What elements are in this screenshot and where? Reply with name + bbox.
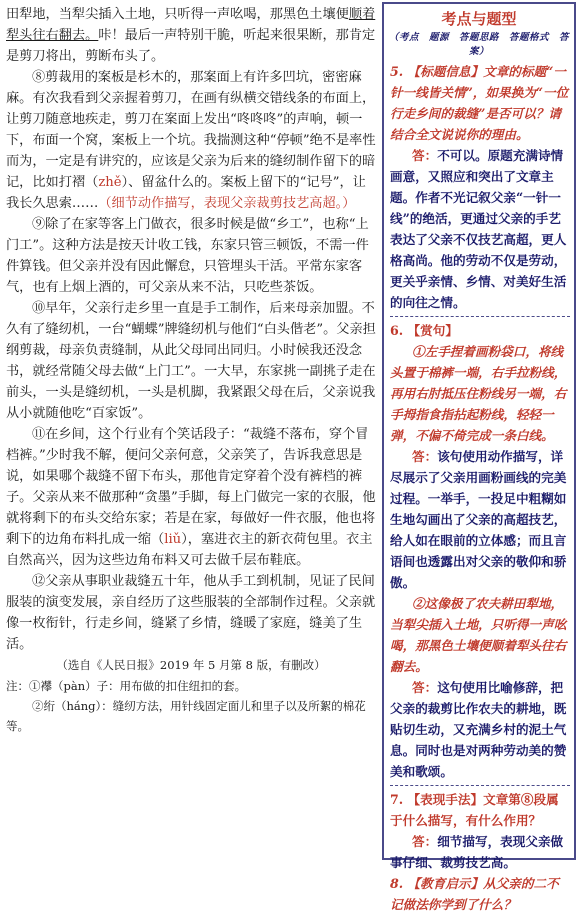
answer-label: 答： [412,834,438,849]
paragraph-11 [6,424,376,571]
footnote-2: ②绗（háng）：缝纫方法，用针线固定面儿和里子以及所絮的棉花等。 [6,699,366,733]
question-6: 6. 【赏句】 [390,323,458,338]
paragraph-10: ⑩早年，父亲行走乡里一直是手工制作，后来母亲加盟。不久有了缝纫机，一台“蝴蝶”牌缝纫机与他们“白头偕老”。父亲担纲剪裁，母亲负责缝制，从此父母同出同归。小时候我还没念书，就经常随父母去做“上门工”。一大早，东家挑一副挑子走在前头，一头是缝纫机，一头是机脚，我紧跟父母在后，父亲说我从小就随他吃“百家饭”。 [6,301,376,421]
divider [390,785,570,786]
article-column [6,4,376,736]
panel-title: 考点与题型 [441,10,517,28]
underlined-text: 顺着犁头往右翻去。 [6,7,376,43]
question-7: 7. 【表现手法】文章第⑧段属于什么描写，有什么作用？ [390,792,559,828]
paragraph-7-end [6,4,376,67]
panel-body [384,61,574,915]
question-8: 8. 【教育启示】从父亲的二不记做法你学到了什么？ [390,876,559,912]
source-note: （选自《人民日报》2019 年 5 月第 8 版，有删改） [56,658,326,672]
answer-text: 该句使用动作描写，详尽展示了父亲用画粉画线的完美过程。一举手，一投足中粗糊如生地勾画出了父亲的高超技艺，给人如在眼前的立体感；而且言语间也透露出对父亲的敬仰和骄傲。 [390,449,567,590]
panel-subtitle: （考点 题源 答题思路 答题格式 答案） [388,32,569,57]
divider [390,316,570,317]
answer-label: 答： [412,680,438,695]
answer-6-2 [390,677,570,782]
text: ）、留盆什么的。案板上留下的“记号”，让我长久思索…… [6,175,366,211]
text: ⑪在乡间，这个行业有个笑话段子：“裁缝不落布，穿个冒档裤。”少时我不解，便问父亲何意，父亲笑了，告诉我意思是说，如果哪个裁缝不留下布头，那他肯定穿着个没有裤档的裤子。父亲从来不做那种“贪墨”手脚，每上门做完一家的衣服，他就将剩下的布头交给东家；若是在家，每做好一件衣服，他也将剩下的边角布料扎成一缩（ [6,427,376,547]
answer-5 [390,145,570,313]
pinyin: zhě [98,175,122,190]
paragraph-12: ⑫父亲从事职业裁缝五十年，他从手工到机制，见证了民间服装的演变发展，亲自经历了这些服装的全部制作过程。父亲就像一枚衔针，行走乡间，缝紧了乡情，缝暖了家庭，缝美了生活。 [6,574,376,652]
answer-text: 这句使用比喻修辞，把父亲的裁剪比作农夫的耕地，既贴切生动，又充满乡村的泥土气息。同时也是对两种劳动美的赞美和歌颂。 [390,680,567,779]
question-6-2: ②这像极了农夫耕田犁地，当犁尖插入土地，只听得一声吆喝，那黑色土壤便顺着犁头往右翻去。 [390,596,567,674]
answer-7 [390,831,570,873]
text: 咔！最后一声特别干脆，听起来很果断，那肯定是剪刀将出，剪断布头了。 [6,28,376,64]
text: ⑧剪裁用的案板是杉木的，那案面上有许多凹坑，密密麻麻。有次我看到父亲握着剪刀，在画有纵横交错线条的布面上，让剪刀随意地疾走，剪刀在案面上发出“咚咚咚”的声响，顿一下，布面一个窝，案板上一个坑。我揣测这种“停顿”绝不是率性而为，一定是有讲究的，应该是父亲为后来的缝纫制作留下的暗记，比如打褶（ [6,70,376,190]
question-5: 5. 【标题信息】文章的标题“一针一线皆关情”，如果换为“一位行走乡间的裁缝”是否可以？请结合全文说说你的理由。 [390,64,569,142]
answer-text: 细节描写，表现父亲做事仔细、裁剪技艺高。 [390,834,564,870]
text: ），塞进衣主的新衣荷包里。衣主自然高兴，因为这些边角布料又可去做千层布鞋底。 [6,532,373,568]
pinyin: liǔ [164,532,182,547]
answer-6-1 [390,446,570,593]
exercise-panel [382,2,576,912]
question-6-1: ①左手捏着画粉袋口，将线头置于棉裤一端，右手拉粉线，再用右肘抵压住粉线另一端，右手拇指食指拈起粉线，轻轻一弹，不偏不倚完成一条白线。 [390,344,567,443]
annotation: （细节动作描写，表现父亲裁剪技艺高超。） [98,196,356,211]
text: 田犁地，当犁尖插入土地，只听得一声吆喝，那黑色土壤便 [6,7,349,22]
answer-label: 答： [412,449,438,464]
footnote-1: 注：①襻（pàn）子：用布做的扣住纽扣的套。 [6,679,247,693]
paragraph-8 [6,67,376,214]
answer-text: 不可以。原题充满诗情画意，又照应和突出了文章主题。作者不光记叙父亲“一针一线”的绝活，更通过父亲的手艺表达了父亲不仅技艺高超，更人格高尚。他的劳动不仅是劳动，更关乎亲情、乡情、对美好生活的向往之情。 [390,148,567,310]
paragraph-9: ⑨除了在家等客上门做衣，很多时候是做“乡工”，也称“上门工”。这种方法是按天计收工钱，东家只管三顿饭，不需一件件算钱。但父亲并没有因此懈怠，只管埋头干活。平常东家客气，也有上烟上酒的，可父亲从来不沾，只吃些茶饭。 [6,217,369,295]
answer-label: 答： [412,148,438,163]
